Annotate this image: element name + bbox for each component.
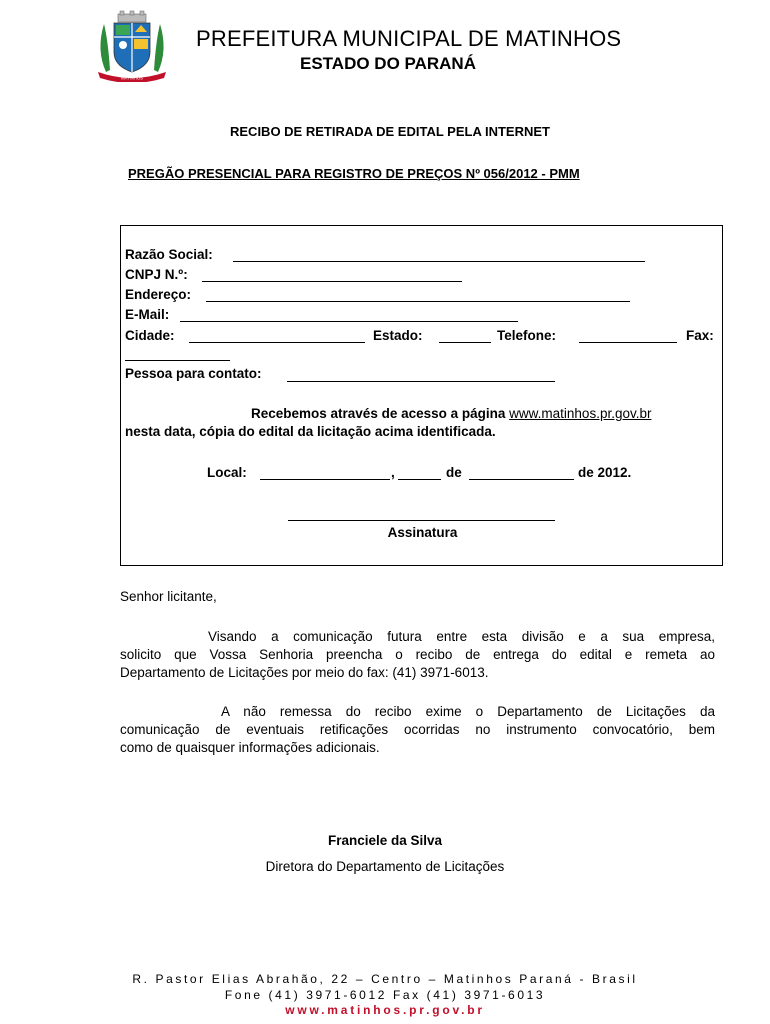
cidade-field[interactable] bbox=[189, 342, 365, 343]
fax-field[interactable] bbox=[125, 360, 230, 361]
email-field[interactable] bbox=[180, 321, 518, 322]
day-field[interactable] bbox=[398, 479, 441, 480]
razao-social-field[interactable] bbox=[233, 261, 645, 262]
svg-text:MATINHOS: MATINHOS bbox=[121, 75, 143, 81]
fax-label: Fax: bbox=[686, 328, 714, 343]
razao-social-label: Razão Social: bbox=[125, 247, 213, 262]
paragraph-2-line: A não remessa do recibo exime o Departamento de Licitações da bbox=[221, 704, 715, 719]
footer-address: R. Pastor Elias Abrahão, 22 – Centro – Matinhos Paraná - Brasil bbox=[132, 972, 638, 986]
local-field[interactable] bbox=[260, 479, 390, 480]
paragraph-1-line: solicito que Vossa Senhoria preencha o recibo de entrega do edital e remeta ao bbox=[120, 647, 715, 662]
receipt-text-intro: Recebemos através de acesso a página bbox=[251, 406, 506, 421]
footer-phones: Fone (41) 3971-6012 Fax (41) 3971-6013 bbox=[224, 988, 546, 1002]
estado-field[interactable] bbox=[439, 342, 491, 343]
paragraph-1 bbox=[120, 628, 715, 682]
month-field[interactable] bbox=[469, 479, 574, 480]
signature-label: Assinatura bbox=[387, 525, 458, 540]
paragraph-2-line: comunicação de eventuais retificações ocorridas no instrumento convocatório, bem bbox=[120, 722, 715, 737]
telefone-label: Telefone: bbox=[497, 328, 557, 343]
telefone-field[interactable] bbox=[579, 342, 677, 343]
cnpj-label: CNPJ N.º: bbox=[125, 267, 188, 282]
receipt-form bbox=[120, 225, 723, 566]
cidade-label: Cidade: bbox=[125, 328, 175, 343]
de-label: de bbox=[446, 465, 462, 480]
endereco-label: Endereço: bbox=[125, 287, 192, 302]
year-label: de 2012. bbox=[578, 465, 632, 480]
local-label: Local: bbox=[207, 465, 247, 480]
signer-name: Franciele da Silva bbox=[327, 833, 443, 848]
cnpj-field[interactable] bbox=[202, 281, 462, 282]
municipal-coat-of-arms-icon bbox=[92, 10, 172, 82]
paragraph-2-line: como de quaisquer informações adicionais. bbox=[120, 740, 380, 755]
document-subtitle: PREGÃO PRESENCIAL PARA REGISTRO DE PREÇOS Nº 056/2012 - PMM bbox=[128, 166, 580, 181]
greeting: Senhor licitante, bbox=[120, 589, 217, 604]
comma-separator: , bbox=[391, 465, 395, 480]
paragraph-1-line: Departamento de Licitações por meio do fax: (41) 3971-6013. bbox=[120, 665, 489, 680]
email-label: E-Mail: bbox=[125, 307, 170, 322]
receipt-text-line1 bbox=[251, 406, 651, 421]
signer-role: Diretora do Departamento de Licitações bbox=[265, 859, 505, 874]
receipt-text-line2: nesta data, cópia do edital da licitação acima identificada. bbox=[125, 424, 496, 439]
header-state: ESTADO DO PARANÁ bbox=[300, 54, 476, 73]
contato-label: Pessoa para contato: bbox=[125, 366, 262, 381]
estado-label: Estado: bbox=[373, 328, 423, 343]
paragraph-2 bbox=[120, 703, 715, 757]
contato-field[interactable] bbox=[287, 381, 555, 382]
document-title: RECIBO DE RETIRADA DE EDITAL PELA INTERNET bbox=[230, 124, 550, 139]
signature-line[interactable] bbox=[288, 520, 555, 521]
website-link[interactable]: www.matinhos.pr.gov.br bbox=[509, 406, 652, 421]
footer-website-link[interactable]: www.matinhos.pr.gov.br bbox=[285, 1003, 485, 1017]
header-title: PREFEITURA MUNICIPAL DE MATINHOS bbox=[196, 26, 622, 51]
endereco-field[interactable] bbox=[206, 301, 630, 302]
paragraph-1-line: Visando a comunicação futura entre esta divisão e a sua empresa, bbox=[208, 629, 715, 644]
